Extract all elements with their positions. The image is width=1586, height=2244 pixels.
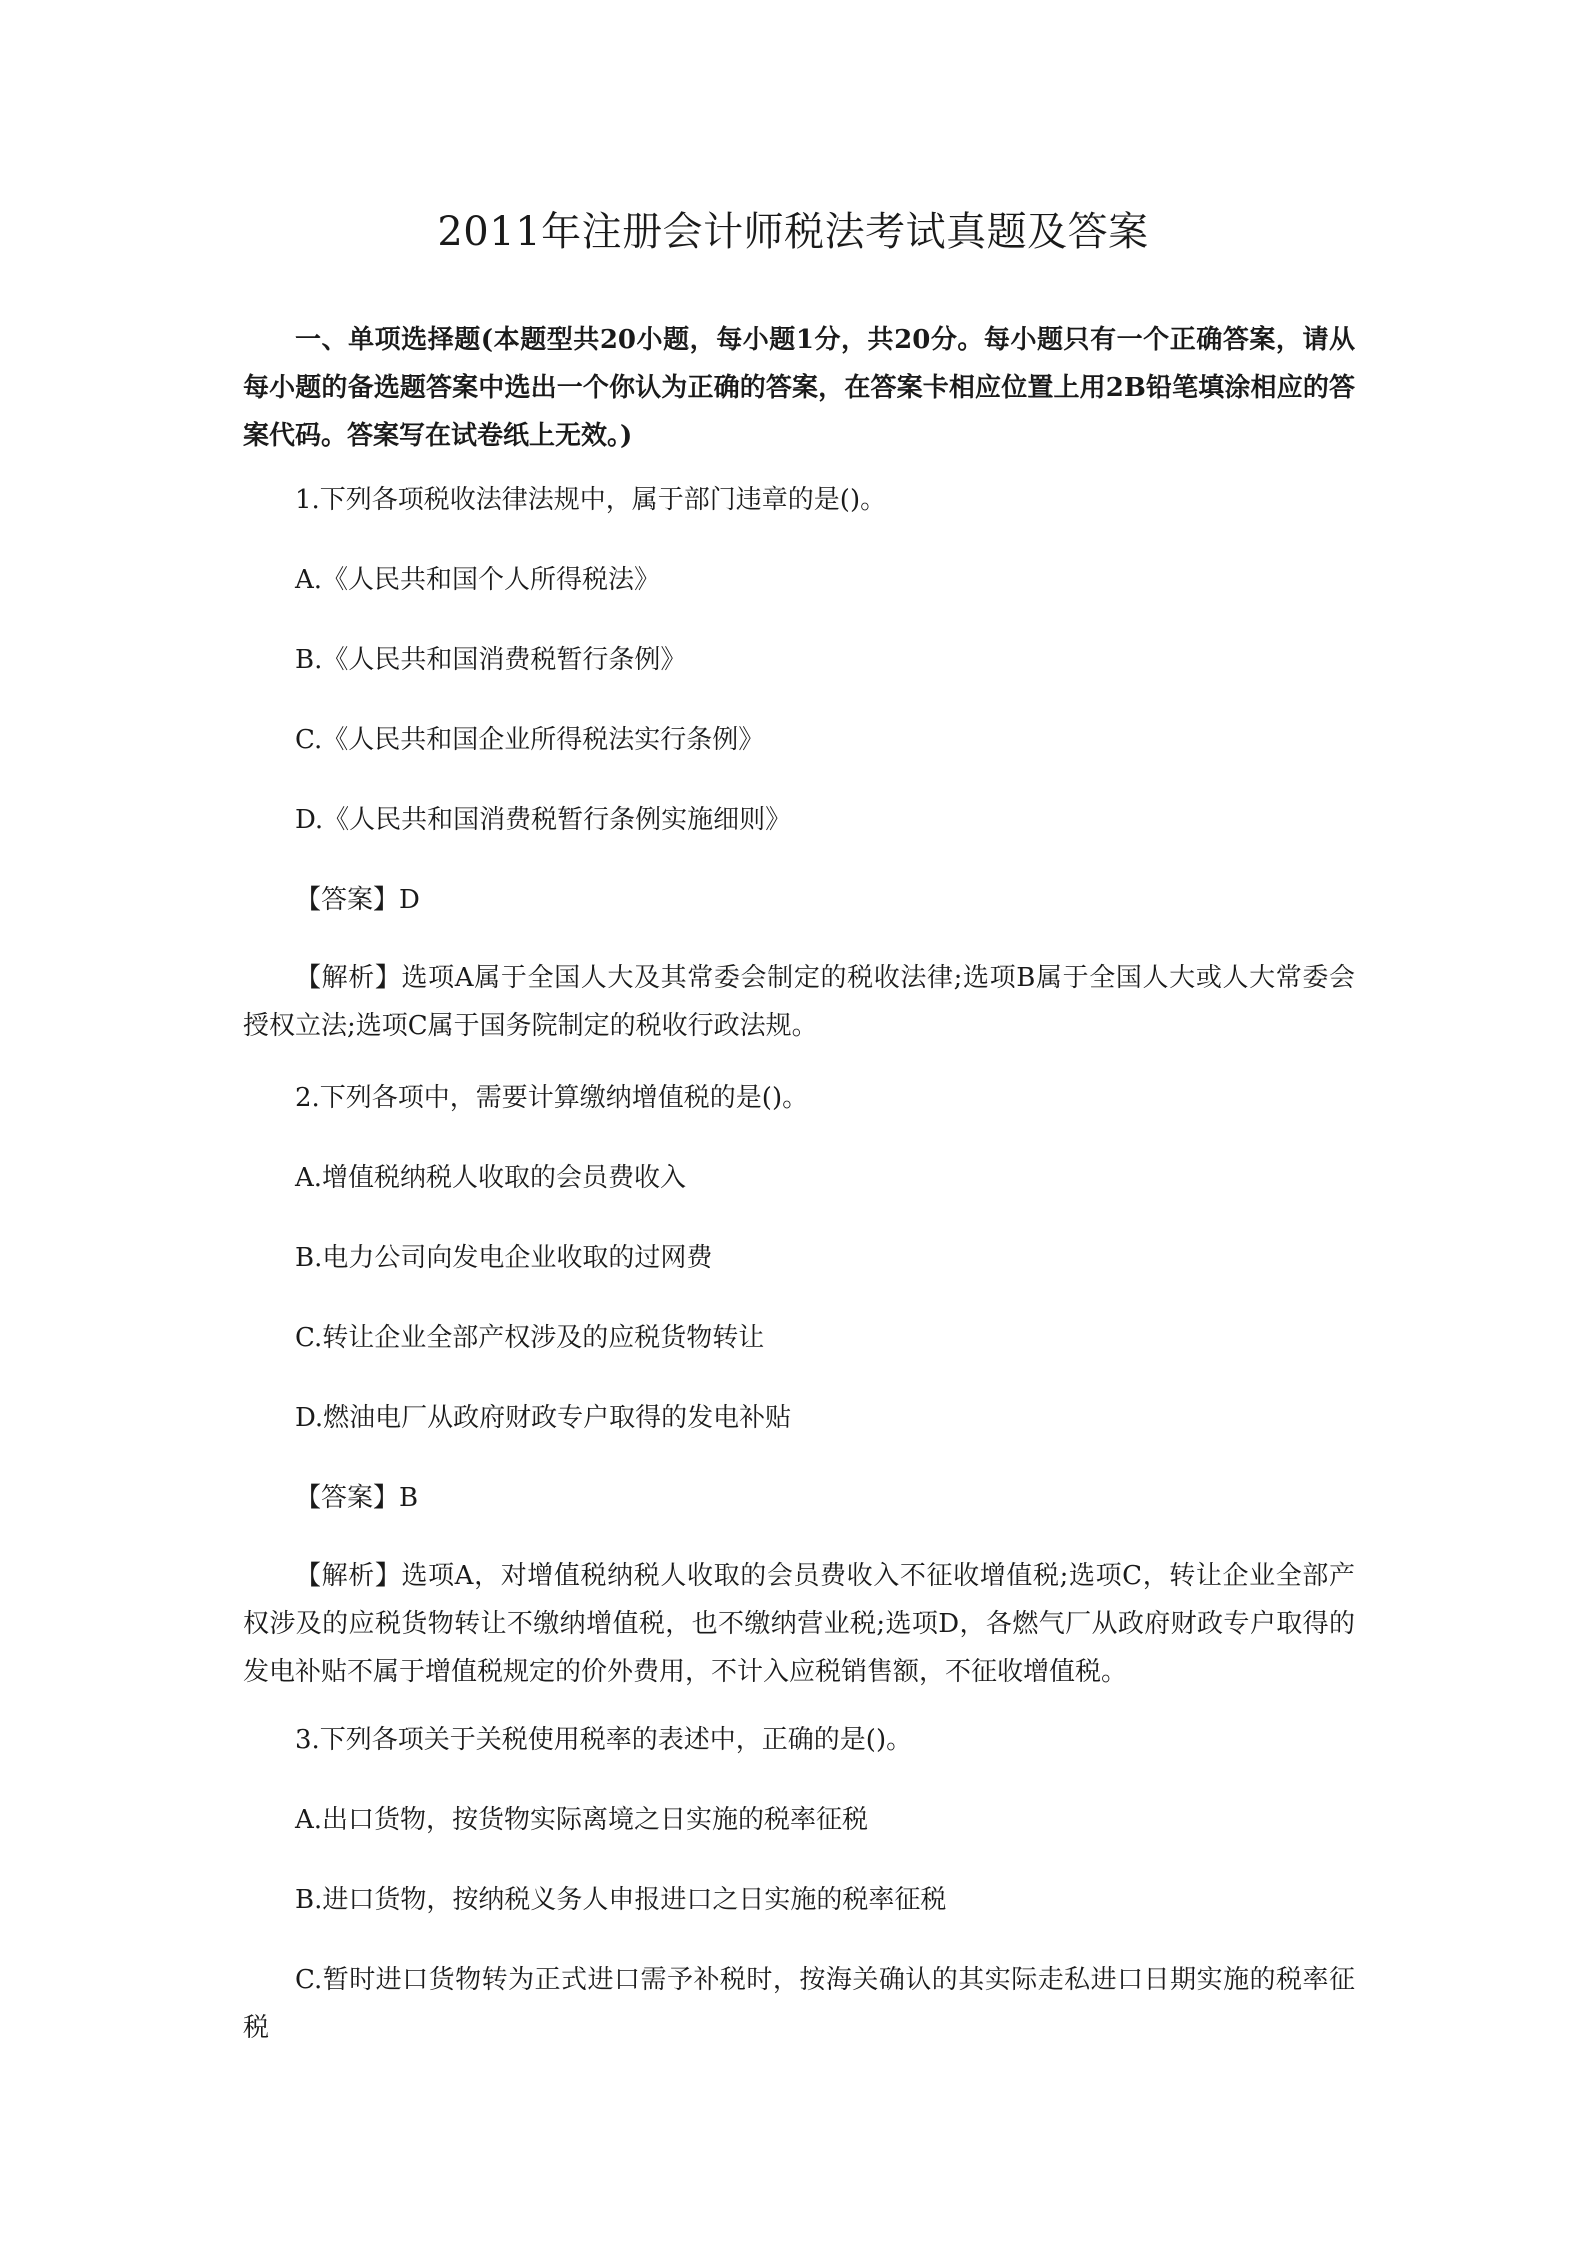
analysis-paragraph: 【解析】选项A，对增值税纳税人收取的会员费收入不征收增值税;选项C，转让企业全部产权涉及的应税货物转让不缴纳增值税，也不缴纳营业税;选项D，各燃气厂从政府财政专户取得的发电补贴不属于增值税规定的价外费用，不计入应税销售额，不征收增值税。 [243,1561,1355,1687]
option-a: A.出口货物，按货物实际离境之日实施的税率征税 [295,1805,869,1835]
option-c: C.《人民共和国企业所得税法实行条例》 [295,725,765,755]
option-c: C.暂时进口货物转为正式进口需予补税时，按海关确认的其实际走私进口日期实施的税率征税 [243,1965,1355,2043]
option-d: D.燃油电厂从政府财政专户取得的发电补贴 [295,1403,792,1433]
question-stem: 3.下列各项关于关税使用税率的表述中，正确的是()。 [295,1725,913,1755]
analysis-paragraph: 【解析】选项A属于全国人大及其常委会制定的税收法律;选项B属于全国人大或人大常委会授权立法;选项C属于国务院制定的税收行政法规。 [243,963,1355,1041]
option-b: B.电力公司向发电企业收取的过网费 [295,1243,713,1273]
answer-line: 【答案】D [295,885,420,915]
question-stem: 1.下列各项税收法律法规中，属于部门违章的是()。 [295,485,887,515]
option-a: A.《人民共和国个人所得税法》 [295,565,661,595]
option-b: B.《人民共和国消费税暂行条例》 [295,645,687,675]
option-d: D.《人民共和国消费税暂行条例实施细则》 [295,805,792,835]
section-intro: 一、单项选择题(本题型共20小题，每小题1分，共20分。每小题只有一个正确答案，请从每小题的备选题答案中选出一个你认为正确的答案，在答案卡相应位置上用2B铅笔填涂相应的答案代码。答案写在试卷纸上无效。) [243,325,1355,451]
option-b: B.进口货物，按纳税义务人申报进口之日实施的税率征税 [295,1885,947,1915]
option-a: A.增值税纳税人收取的会员费收入 [295,1163,687,1193]
option-c: C.转让企业全部产权涉及的应税货物转让 [295,1323,765,1353]
answer-line: 【答案】B [295,1483,419,1513]
document-title: 2011年注册会计师税法考试真题及答案 [437,209,1149,255]
question-stem: 2.下列各项中，需要计算缴纳增值税的是()。 [295,1083,809,1113]
